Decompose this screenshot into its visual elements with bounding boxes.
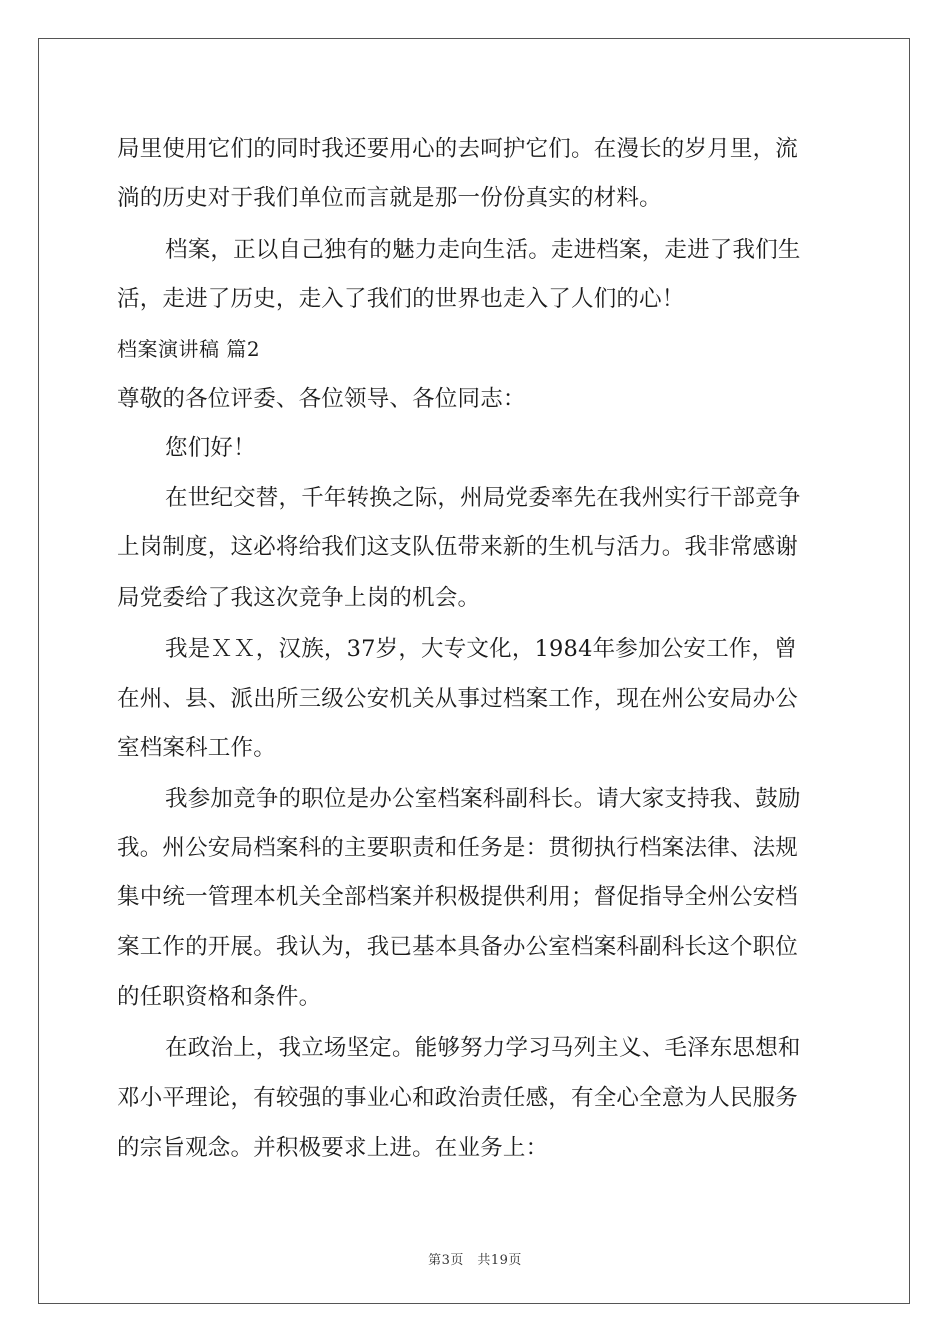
paragraph-line: 在州、县、派出所三级公安机关从事过档案工作，现在州公安局办公 [117,686,799,712]
page-border [38,38,910,1304]
greeting: 您们好！ [165,435,256,461]
paragraph-line: 室档案科工作。 [117,735,276,761]
paragraph-line: 局里使用它们的同时我还要用心的去呵护它们。在漫长的岁月里，流 [117,136,799,162]
paragraph-line: 我。州公安局档案科的主要职责和任务是：贯彻执行档案法律、法规 [117,835,799,861]
paragraph-line: 的任职资格和条件。 [117,984,322,1010]
section-heading: 档案演讲稿 篇2 [117,337,261,361]
paragraph-line: 档案，正以自己独有的魅力走向生活。走进档案，走进了我们生 [165,237,801,263]
salutation: 尊敬的各位评委、各位领导、各位同志： [117,386,526,412]
paragraph-line: 邓小平理论，有较强的事业心和政治责任感，有全心全意为人民服务 [117,1085,799,1111]
paragraph-line: 集中统一管理本机关全部档案并积极提供利用；督促指导全州公安档 [117,884,799,910]
paragraph-line: 在政治上，我立场坚定。能够努力学习马列主义、毛泽东思想和 [165,1035,801,1061]
page-number: 第3页 共19页 [428,1253,522,1268]
paragraph-line: 上岗制度，这必将给我们这支队伍带来新的生机与活力。我非常感谢 [117,534,799,560]
paragraph-line: 活，走进了历史，走入了我们的世界也走入了人们的心！ [117,286,685,312]
paragraph-line: 我参加竞争的职位是办公室档案科副科长。请大家支持我、鼓励 [165,786,801,812]
paragraph-line: 我是ＸＸ，汉族，37岁，大专文化，1984年参加公安工作，曾 [165,636,797,662]
paragraph-line: 案工作的开展。我认为，我已基本具备办公室档案科副科长这个职位 [117,934,799,960]
paragraph-line: 淌的历史对于我们单位而言就是那一份份真实的材料。 [117,185,662,211]
paragraph-line: 的宗旨观念。并积极要求上进。在业务上： [117,1135,549,1161]
paragraph-line: 局党委给了我这次竞争上岗的机会。 [117,585,481,611]
paragraph-line: 在世纪交替，千年转换之际，州局党委率先在我州实行干部竞争 [165,485,801,511]
